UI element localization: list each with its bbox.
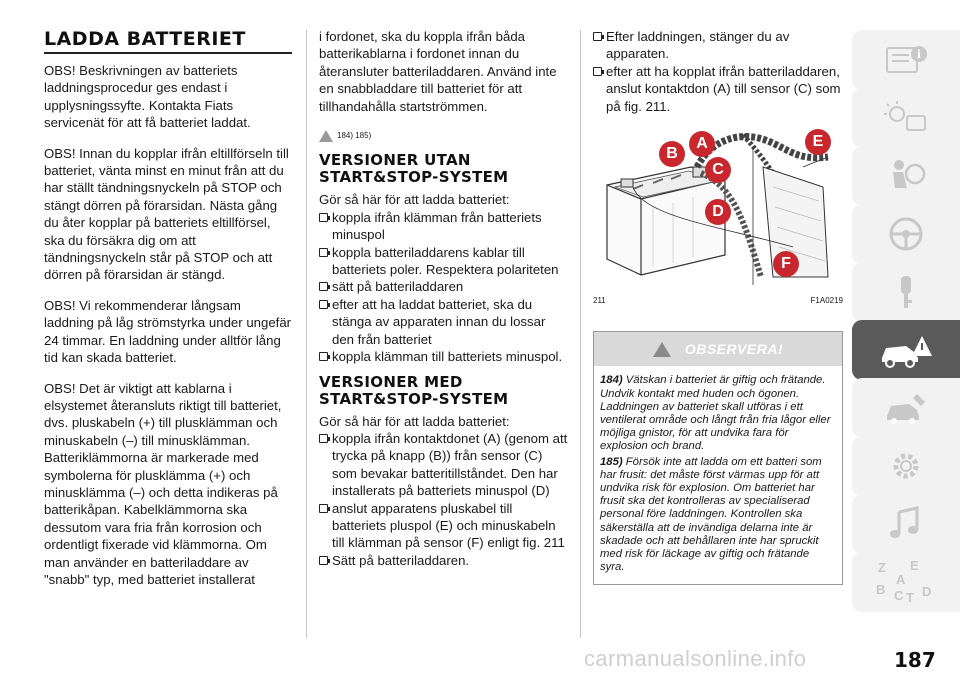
bullet-icon — [319, 504, 328, 513]
warning-triangle-icon — [653, 342, 671, 357]
list-item: koppla ifrån kontaktdonet (A) (genom att trycka på knapp (B)) från sensor (C) som bevakar batteritillståndet. Den har installerats på batteriets minuspol (D) — [319, 430, 569, 500]
warning-ref-text: 184) 185) — [337, 131, 372, 141]
column-divider — [306, 30, 307, 638]
warning-references — [319, 127, 569, 144]
observera-body — [594, 366, 842, 584]
car-breakdown-icon — [876, 328, 936, 372]
page-number: 187 — [894, 648, 936, 672]
section-title-with-start-stop: VERSIONER MED START&STOP-SYSTEM — [319, 372, 509, 408]
observera-box — [593, 331, 843, 585]
column-2 — [319, 28, 569, 569]
tab-driving[interactable] — [852, 204, 960, 264]
figure-caption — [593, 292, 843, 309]
list-item: Efter laddningen, stänger du av apparaten. — [593, 28, 843, 63]
gear-icon — [881, 446, 931, 486]
column-divider — [580, 30, 581, 638]
paragraph: OBS! Beskrivningen av batteriets laddningsprocedur ges endast i upplysningssyfte. Kontakta Fiats servicenät för att få batteriet laddat. — [44, 63, 251, 131]
tab-technical[interactable] — [852, 436, 960, 496]
paragraph: OBS! Innan du kopplar ifrån eltillförseln till batteriet, vänta minst en minut från att du har ställt tändningsnyckeln på STOP och stängt dörren på förarsidan. Nästa gång du åter kopplar på batteriets eltillförsel, ska du försäkra dig om att tändningsnyckeln står på STOP och att dörren på förarsidan är stängd. — [44, 145, 289, 283]
paragraph: i fordonet, ska du koppla ifrån båda batterikablarna i fordonet innan du återansluter batteriladdaren. Använd inte en snabbladdare till batteriet för att tillhandahålla startströmmen. — [319, 29, 557, 114]
warning-item: 185) Försök inte att ladda om ett batteri som har frusit: det måste först värmas upp för att undvika risk för explosion. Om batteriet har frusit ska det kontrolleras av specialiserad personal före laddningen. Kontrollen ska säkerställa att de invändiga delarna inte är skadade och att behållaren inte har spruckit med risk för läckage av giftig och frätande syra. — [600, 455, 822, 574]
chapter-tabs — [852, 30, 960, 610]
key-icon — [881, 272, 931, 312]
tab-dashboard[interactable] — [852, 88, 960, 148]
bullet-icon — [319, 282, 328, 291]
tab-info[interactable] — [852, 30, 960, 90]
airbag-icon — [881, 156, 931, 196]
bullet-icon — [319, 434, 328, 443]
list-item: anslut apparatens pluskabel till batteriets pluspol (E) och minuskabeln till klämman på sensor (F) enligt fig. 211 — [319, 500, 569, 552]
bullet-icon — [593, 32, 602, 41]
tab-key[interactable] — [852, 262, 960, 322]
callout-f: F — [773, 251, 799, 277]
figure-number: 211 — [593, 296, 606, 306]
tab-maintenance[interactable] — [852, 378, 960, 438]
observera-header — [594, 332, 842, 366]
section-lead: Gör så här för att ladda batteriet: — [319, 413, 510, 429]
bullet-icon — [593, 67, 602, 76]
page-title: LADDA BATTERIET — [44, 28, 246, 50]
column-3 — [593, 28, 843, 585]
figure-battery-connection — [593, 127, 843, 289]
callout-e: E — [805, 129, 831, 155]
bullet-icon — [319, 248, 328, 257]
bullet-icon — [319, 352, 328, 361]
music-note-icon — [881, 504, 931, 544]
list-item: koppla klämman till batteriets minuspol. — [319, 348, 569, 365]
list-item: koppla batteriladdarens kablar till batteriets poler. Respektera polariteten — [319, 244, 569, 279]
figure-code: F1A0219 — [810, 296, 843, 306]
warning-item: 184) Vätskan i batteriet är giftig och frätande. Undvik kontakt med huden och ögonen. Laddningen av batteriet skall utföras i ett ventilerat område och långt från fria lågor eller möjliga gnistor, för att undvika fara för explosion och brand. — [600, 374, 831, 453]
warning-triangle-icon — [319, 130, 333, 142]
callout-c: C — [705, 157, 731, 183]
observera-title: OBSERVERA! — [684, 340, 784, 357]
list-item: efter att ha laddat batteriet, ska du stänga av apparaten innan du lossar den från batteriet — [319, 296, 569, 348]
list-item: Sätt på batteriladdaren. — [319, 552, 569, 569]
list-item: efter att ha kopplat ifrån batteriladdaren, anslut kontaktdon (A) till sensor (C) som på fig. 211. — [593, 63, 843, 115]
watermark: carmanualsonline.info — [584, 646, 807, 671]
tab-emergency[interactable] — [852, 320, 960, 380]
section-lead: Gör så här för att ladda batteriet: — [319, 192, 510, 208]
steering-wheel-icon — [881, 214, 931, 254]
info-icon — [881, 40, 931, 80]
dashboard-lights-icon — [881, 98, 931, 138]
section-title-without-start-stop: VERSIONER UTAN START&STOP-SYSTEM — [319, 151, 509, 187]
callout-a: A — [689, 131, 715, 157]
column-1 — [44, 28, 292, 601]
svg-text:i: i — [916, 48, 922, 61]
paragraph: OBS! Det är viktigt att kablarna i elsystemet återansluts riktigt till batteriet, dvs. pluskabeln (+) till plusklämman och minuskabeln (–) till minusklämman. Batteriklämmorna är markerade med symbolerna för plusklämma (+) och minusklämma (–) och detta indikeras på batterikåpan. Kabelklämmorna ska dessutom vara fria från korrosion och ordentligt fixerade vid klämmorna. Om man använder en batteriladdare av "snabb" typ, med batteriet installerat — [44, 380, 282, 587]
list-item: koppla ifrån klämman från batteriets minuspol — [319, 209, 569, 244]
list-item: sätt på batteriladdaren — [319, 278, 569, 295]
alphabet-index-icon: Z E A B C T D — [876, 558, 932, 605]
callout-b: B — [659, 141, 685, 167]
title-divider — [44, 52, 292, 54]
wrench-car-icon — [881, 388, 931, 428]
tab-multimedia[interactable] — [852, 494, 960, 554]
tab-safety[interactable] — [852, 146, 960, 206]
callout-d: D — [705, 199, 731, 225]
tab-index[interactable] — [852, 552, 960, 612]
paragraph: OBS! Vi rekommenderar långsam laddning på låg strömstyrka under ungefär 24 timmar. En laddning under alltför lång tid kan skada batteriet. — [44, 297, 292, 366]
bullet-icon — [319, 213, 328, 222]
bullet-icon — [319, 556, 328, 565]
bullet-icon — [319, 300, 328, 309]
